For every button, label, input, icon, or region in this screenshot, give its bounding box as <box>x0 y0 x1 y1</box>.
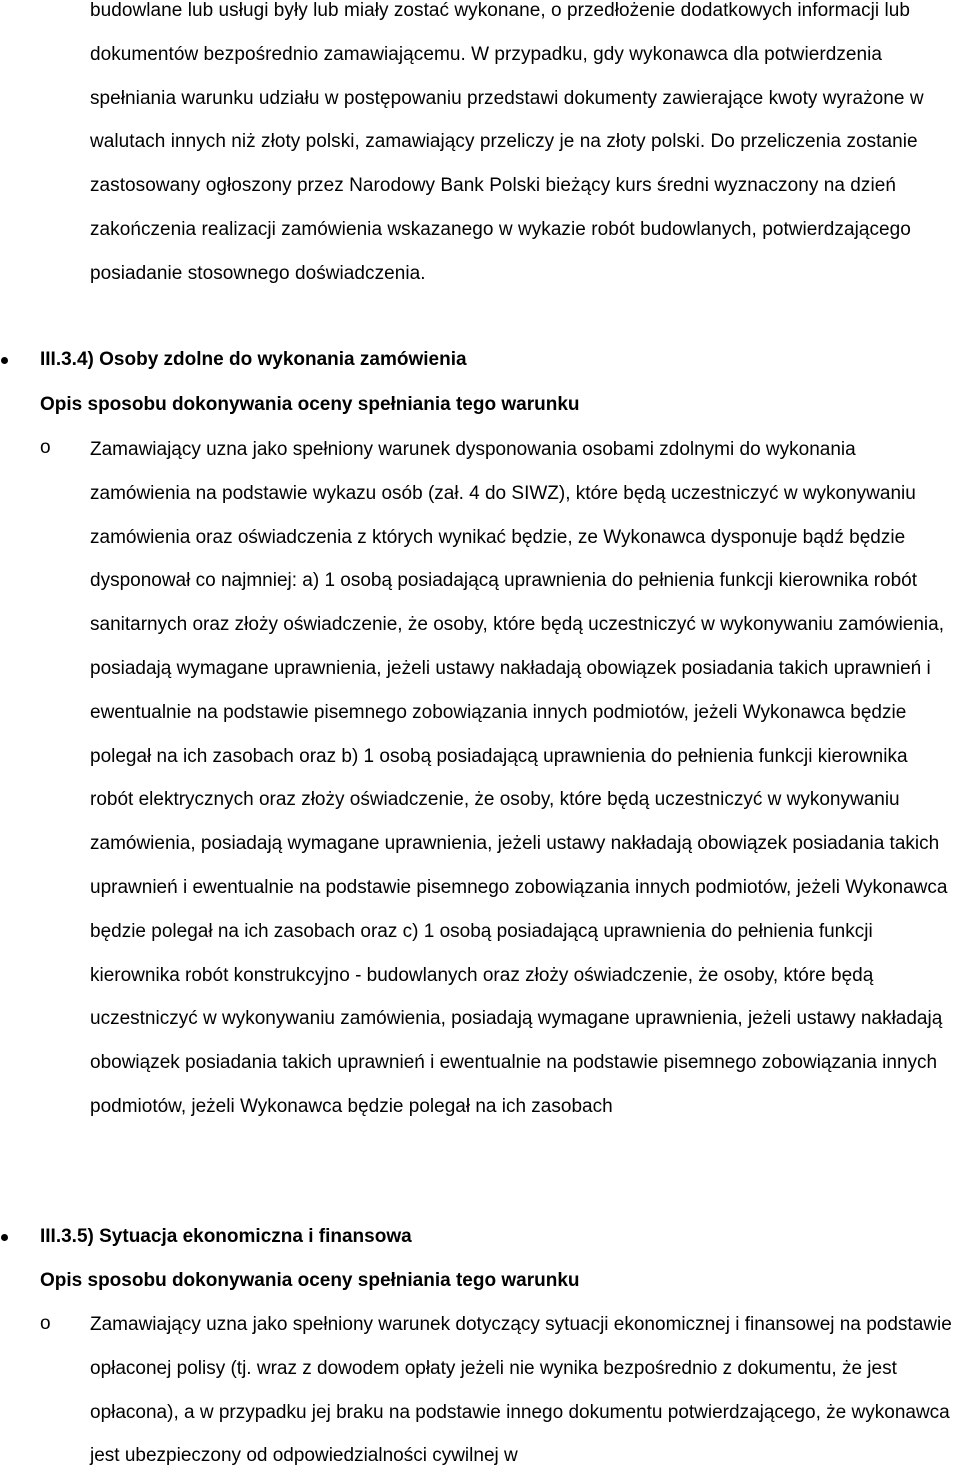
intro-paragraph: budowlane lub usługi były lub miały zostać wykonane, o przedłożenie dodatkowych informacji lub dokumentów bezpośrednio zamawiającemu. W przypadku, gdy wykonawca dla potwierdzenia spełniania warunku udziału w postępowaniu przedstawi dokumenty zawierające kwoty wyrażone w walutach innych niż złoty polski, zamawiający przeliczy je na złoty polski. Do przeliczenia zostanie zastosowany ogłoszony przez Narodowy Bank Polski bieżący kurs średni wyznaczony na dzień zakończenia realizacji zamówienia wskazanego w wykazie robót budowlanych, potwierdzającego posiadanie stosownego doświadczenia. <box>90 0 924 284</box>
section-subheading: Opis sposobu dokonywania oceny spełniania tego warunku <box>40 394 580 415</box>
section-heading: III.3.5) Sytuacja ekonomiczna i finansowa <box>40 1226 412 1247</box>
section-paragraph: Zamawiający uzna jako spełniony warunek dysponowania osobami zdolnymi do wykonania zamówienia na podstawie wykazu osób (zał. 4 do SIWZ), które będą uczestniczyć w wykonywaniu zamówienia oraz oświadczenia z których wynikać będzie, ze Wykonawca dysponuje bądź będzie dysponował co najmniej: a) 1 osobą posiadającą uprawnienia do pełnienia funkcji kierownika robót sanitarnych oraz złoży oświadczenie, że osoby, które będą uczestniczyć w wykonywaniu zamówienia, posiadają wymagane uprawnienia, jeżeli ustawy nakładają obowiązek posiadania takich uprawnień i ewentualnie na podstawie pisemnego zobowiązania innych podmiotów, jeżeli Wykonawca będzie polegał na ich zasobach oraz b) 1 osobą posiadającą uprawnienia do pełnienia funkcji kierownika robót elektrycznych oraz złoży oświadczenie, że osoby, które będą uczestniczyć w wykonywaniu zamówienia, posiadają wymagane uprawnienia, jeżeli ustawy nakładają obowiązek posiadania takich uprawnień i ewentualnie na podstawie pisemnego zobowiązania innych podmiotów, jeżeli Wykonawca będzie polegał na ich zasobach oraz c) 1 osobą posiadającą uprawnienia do pełnienia funkcji kierownika robót konstrukcyjno - budowlanych oraz złoży oświadczenie, że osoby, które będą uczestniczyć w wykonywaniu zamówienia, posiadają wymagane uprawnienia, jeżeli ustawy nakładają obowiązek posiadania takich uprawnień i ewentualnie na podstawie pisemnego zobowiązania innych podmiotów, jeżeli Wykonawca będzie polegał na ich zasobach <box>90 439 948 1117</box>
list-marker-icon: o <box>40 437 51 458</box>
section-heading-row <box>0 345 960 375</box>
section-paragraph: Zamawiający uzna jako spełniony warunek dotyczący sytuacji ekonomicznej i finansowej na podstawie opłaconej polisy (tj. wraz z dowodem opłaty jeżeli nie wynika bezpośrednio z dokumentu, że jest opłacona), a w przypadku jej braku na podstawie innego dokumentu potwierdzającego, że wykonawca jest ubezpieczony od odpowiedzialności cywilnej w <box>90 1314 952 1467</box>
list-marker-icon: o <box>40 1313 51 1334</box>
bullet-icon <box>1 357 8 364</box>
section-heading-row <box>0 1222 960 1252</box>
section-heading: III.3.4) Osoby zdolne do wykonania zamówienia <box>40 349 467 370</box>
bullet-icon <box>1 1234 8 1241</box>
section-subheading: Opis sposobu dokonywania oceny spełniania tego warunku <box>40 1270 580 1291</box>
